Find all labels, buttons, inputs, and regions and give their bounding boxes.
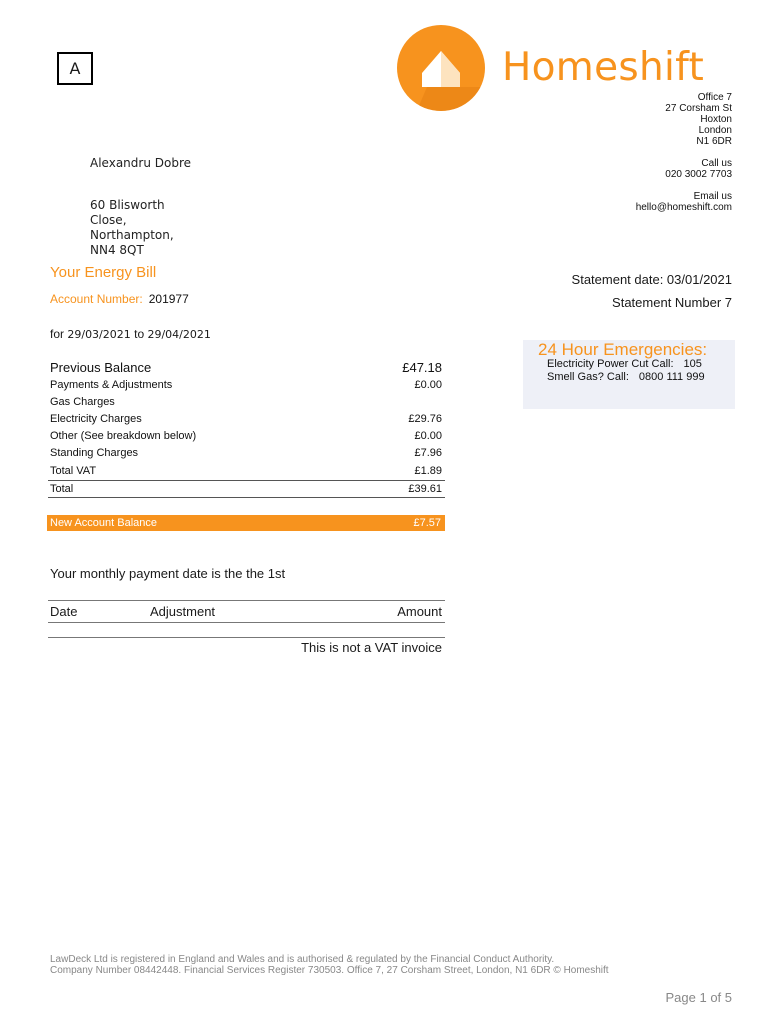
row-label: Previous Balance (50, 360, 152, 375)
row-label: Total VAT (50, 465, 97, 477)
row-value: £0.00 (414, 430, 442, 442)
divider (48, 480, 445, 481)
row-label: Gas Charges (50, 396, 115, 408)
gas-number: 0800 111 999 (638, 371, 705, 383)
period-for: for (50, 327, 65, 341)
account-number-label: Account Number: (50, 292, 143, 306)
electricity-number: 105 (683, 358, 702, 370)
account-number: 201977 (148, 292, 189, 306)
billing-period (50, 327, 211, 341)
period-to: to (134, 327, 145, 341)
row-value: £7.96 (414, 447, 442, 459)
house-icon (397, 25, 485, 111)
gas-emergency (547, 371, 705, 383)
email-address[interactable]: hello@homeshift.com (635, 202, 732, 213)
new-account-balance (47, 515, 445, 531)
page-number: Page 1 of 5 (665, 990, 732, 1005)
row-label: Electricity Charges (50, 413, 142, 425)
bill-title: Your Energy Bill (50, 264, 157, 281)
divider (48, 637, 445, 638)
corner-box: A (57, 52, 93, 85)
monthly-payment-note: Your monthly payment date is the the 1st (50, 566, 286, 581)
statement-date: Statement date: 03/01/2021 (571, 272, 732, 287)
brand-name: Homeshift (502, 45, 705, 90)
customer-address-line: 60 Blisworth (90, 198, 165, 212)
electricity-label: Electricity Power Cut Call: (547, 358, 674, 370)
col-date: Date (50, 604, 78, 619)
call-label: Call us (701, 158, 732, 169)
statement-number: Statement Number 7 (612, 295, 732, 310)
row-value: £0.00 (414, 379, 442, 391)
email-label: Email us (693, 191, 732, 202)
customer-address-line: NN4 8QT (90, 243, 144, 257)
new-balance-value: £7.57 (413, 517, 441, 529)
vat-note: This is not a VAT invoice (301, 640, 442, 655)
col-amount: Amount (397, 604, 442, 619)
gas-label: Smell Gas? Call: (547, 371, 629, 383)
company-address-line: Office 7 (697, 92, 732, 103)
row-value: £1.89 (414, 465, 442, 477)
period-start: 29/03/2021 (67, 328, 131, 341)
row-value: £29.76 (408, 413, 442, 425)
row-label: Other (See breakdown below) (50, 430, 197, 442)
customer-address-line: Close, (90, 213, 127, 227)
divider (48, 497, 445, 498)
company-address-line: 27 Corsham St (665, 103, 732, 114)
period-end: 29/04/2021 (147, 328, 211, 341)
company-address-line: N1 6DR (696, 136, 732, 147)
customer-address (90, 198, 174, 258)
phone-number[interactable]: 020 3002 7703 (665, 169, 732, 180)
emergencies-panel (523, 340, 735, 409)
row-value: £39.61 (408, 483, 442, 495)
row-label: Standing Charges (50, 447, 139, 459)
customer-name: Alexandru Dobre (90, 156, 191, 170)
adjustments-table-header (48, 600, 445, 623)
emergencies-title: 24 Hour Emergencies: (538, 340, 708, 359)
electricity-emergency (547, 358, 702, 370)
company-address (636, 92, 732, 213)
account-number-row (50, 292, 189, 306)
row-label: Payments & Adjustments (50, 379, 173, 391)
company-address-line: London (698, 125, 732, 136)
row-label: Total (50, 483, 74, 495)
new-balance-label: New Account Balance (50, 517, 158, 529)
company-address-line: Hoxton (700, 114, 732, 125)
legal-footer (50, 954, 609, 976)
footer-line: Company Number 08442448. Financial Services Register 730503. Office 7, 27 Corsham Street, London, N1 6DR © Homeshift (50, 965, 609, 976)
customer-address-line: Northampton, (90, 228, 174, 242)
homeshift-logo (397, 25, 485, 111)
footer-line: LawDeck Ltd is registered in England and Wales and is authorised & regulated by the Financial Conduct Authority. (50, 954, 555, 965)
row-value: £47.18 (402, 360, 442, 375)
col-adjustment: Adjustment (150, 604, 216, 619)
